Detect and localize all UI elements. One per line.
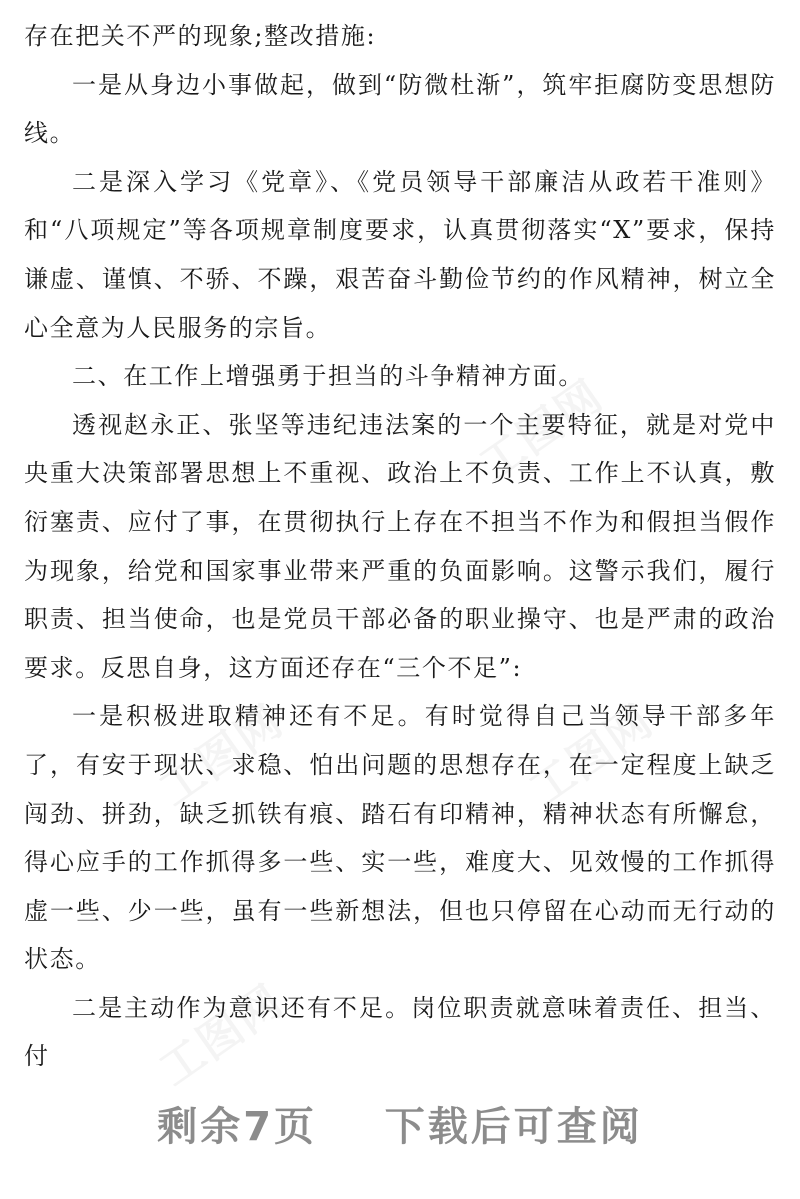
download-banner[interactable] <box>0 1088 800 1158</box>
paragraph-shortfall-1: 一是积极进取精神还有不足。有时觉得自己当领导干部多年了，有安于现状、求稳、怕出问题的思想存在，在一定程度上缺乏闯劲、拼劲，缺乏抓铁有痕、踏石有印精神，精神状态有所懈怠，得心应手的工作抓得多一些、实一些，难度大、见效慢的工作抓得虚一些、少一些，虽有一些新想法，但也只停留在心动而无行动的状态。 <box>24 702 776 974</box>
paragraph-continuation: 存在把关不严的现象;整改措施: <box>24 22 377 50</box>
download-prompt-text: 下载后可查阅 <box>384 1103 643 1150</box>
paragraph-measure-1: 一是从身边小事做起，做到“防微杜渐”，筑牢拒腐防变思想防线。 <box>24 70 776 148</box>
section-heading: 二、在工作上增强勇于担当的斗争精神方面。 <box>72 362 584 391</box>
paragraph-shortfall-2: 二是主动作为意识还有不足。岗位职责就意味着责任、担当、付 <box>24 993 776 1071</box>
paragraph-measure-2: 二是深入学习《党章》、《党员领导干部廉洁从政若干准则》和“八项规定”等各项规章制度要求，认真贯彻落实“X”要求，保持谦虚、谨慎、不骄、不躁，艰苦奋斗勤俭节约的作风精神，树立全心全意为人民服务的宗旨。 <box>24 167 776 342</box>
watermark: 工图网 <box>470 370 613 492</box>
watermark: 工图网 <box>520 695 663 817</box>
banner-spacer <box>317 1100 385 1146</box>
watermark: 工图网 <box>150 975 293 1097</box>
paragraph-analysis: 透视赵永正、张坚等违纪违法案的一个主要特征，就是对党中央重大决策部署思想上不重视、政治上不负责、工作上不认真，敷衍塞责、应付了事，在贯彻执行上存在不担当不作为和假担当假作为现象，给党和国家事业带来严重的负面影响。这警示我们，履行职责、担当使命，也是党员干部必备的职业操守、也是严肃的政治要求。反思自身，这方面还存在“三个不足”: <box>24 410 776 682</box>
watermark: 工图网 <box>150 695 293 817</box>
remaining-pages-text: 剩余7页 <box>157 1103 318 1150</box>
document-body <box>24 12 776 1081</box>
